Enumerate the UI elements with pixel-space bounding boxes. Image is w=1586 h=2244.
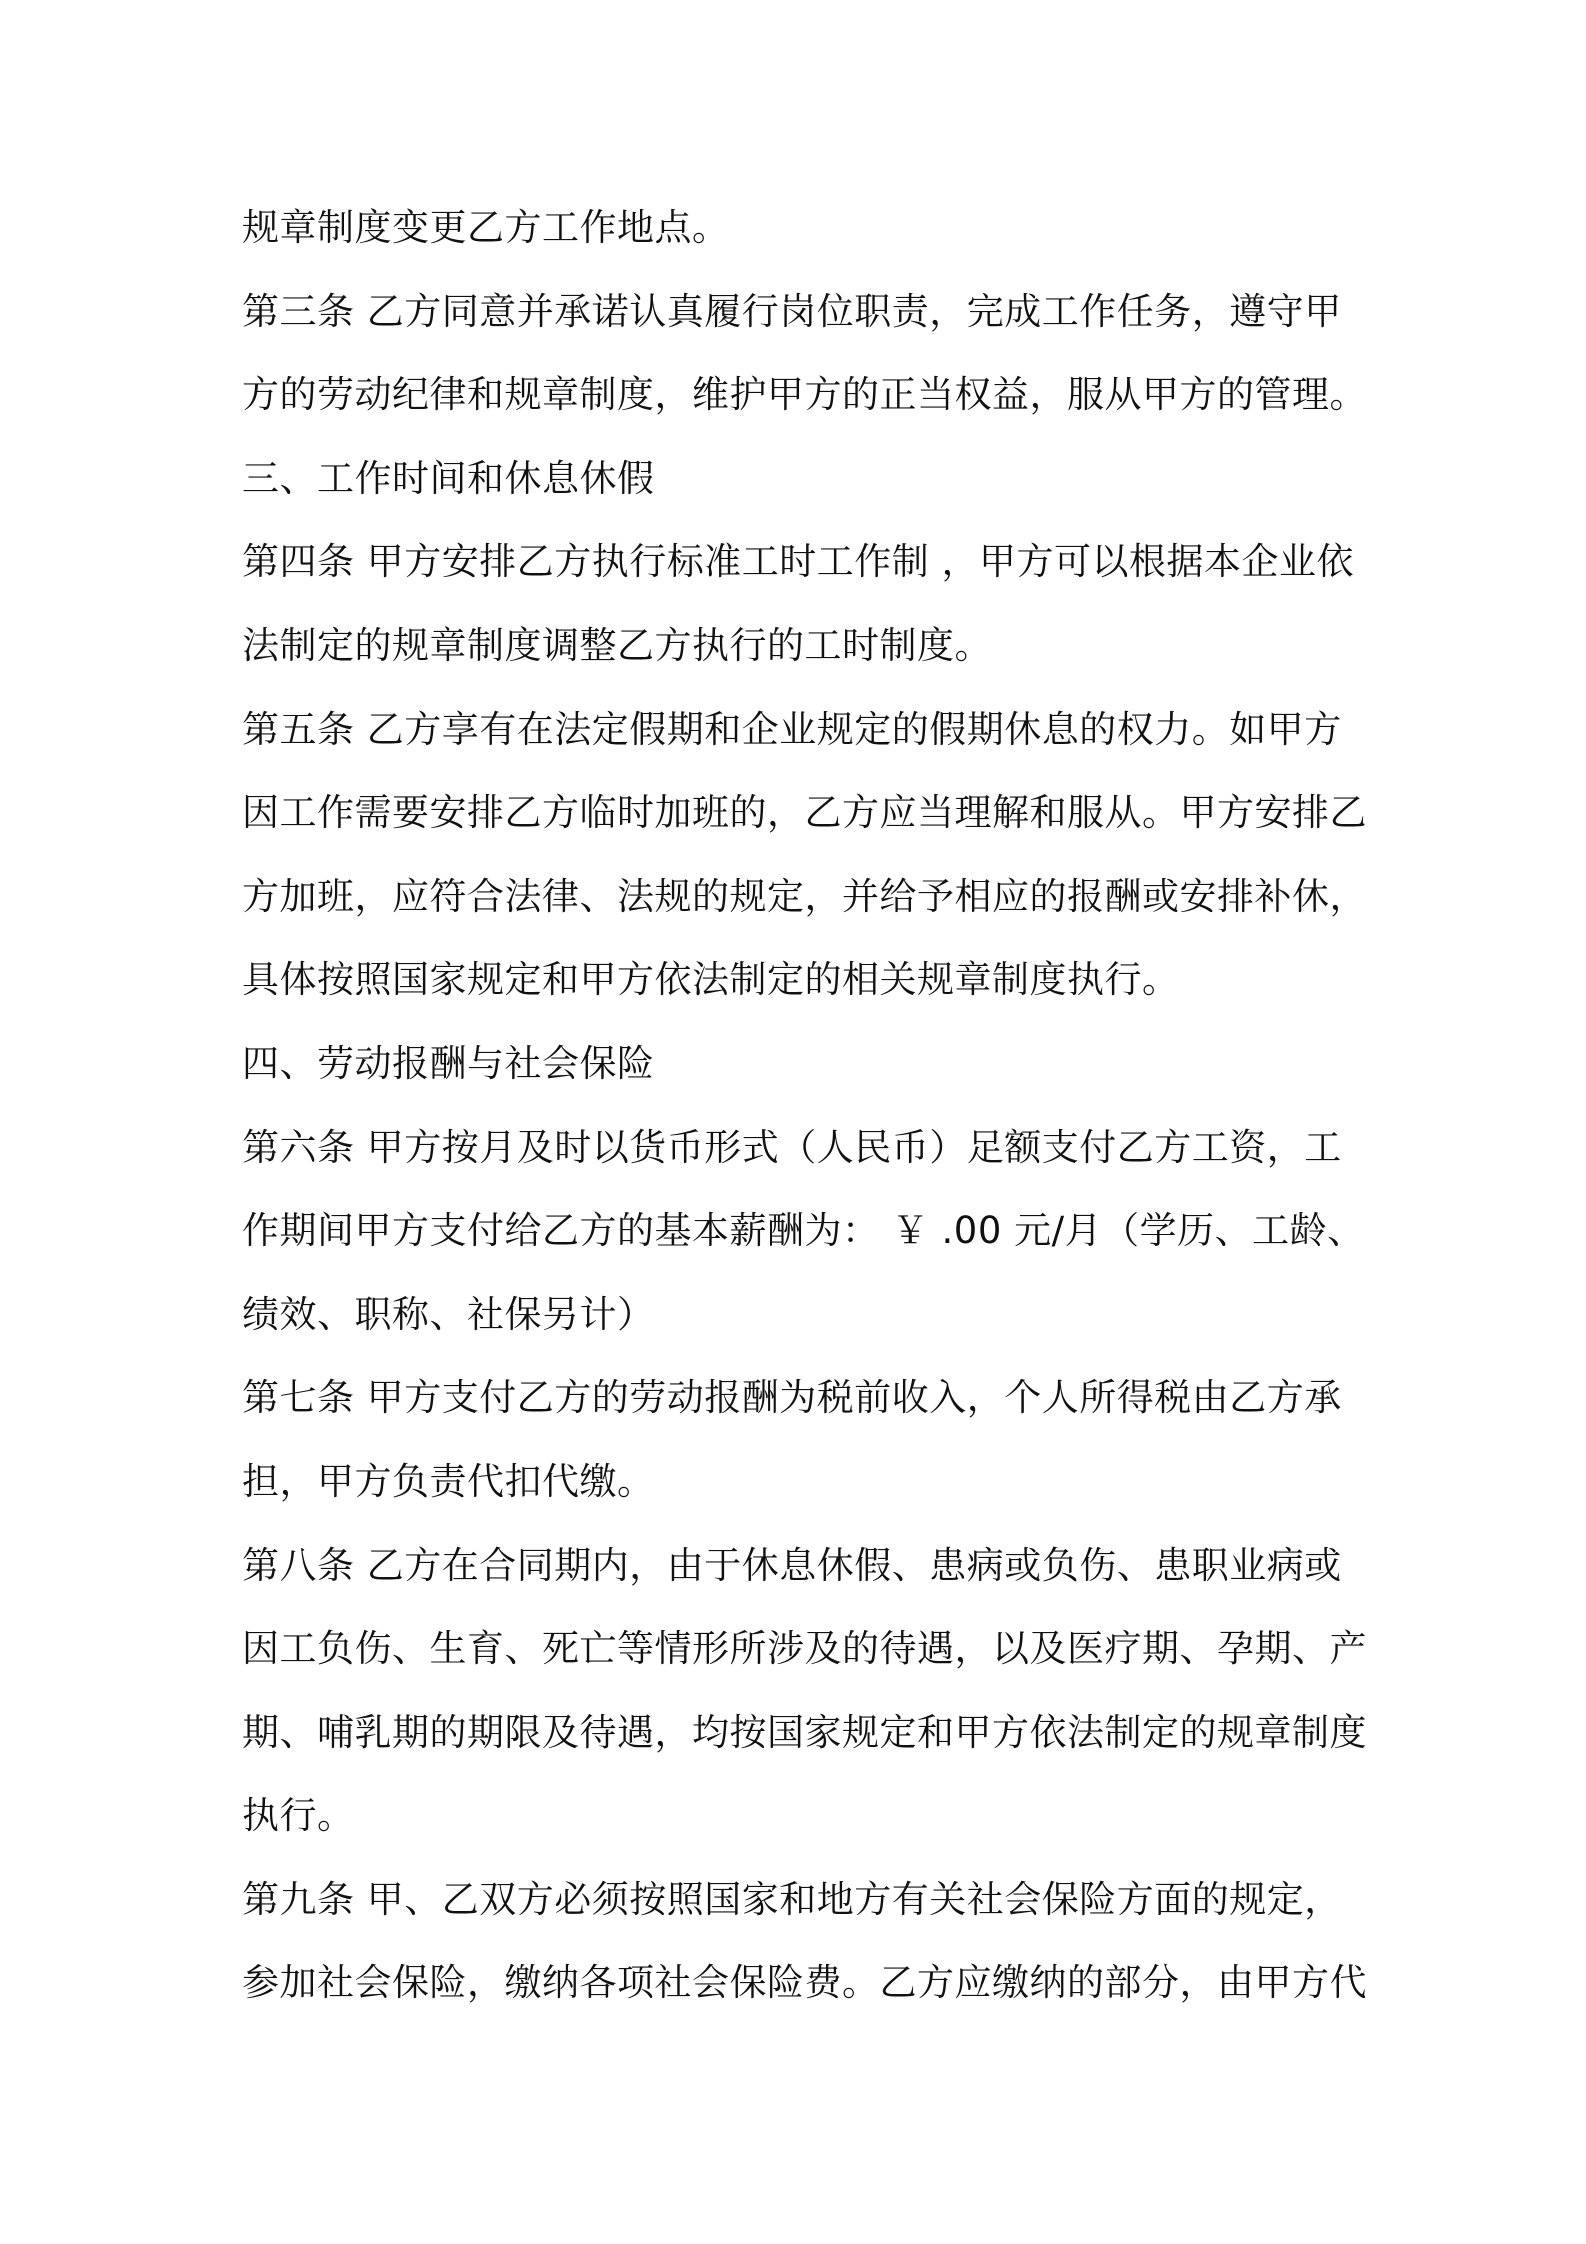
article-7-line-1: 第七条 甲方支付乙方的劳动报酬为税前收入，个人所得税由乙方承: [242, 1376, 1342, 1420]
article-7-line-2: 担，甲方负责代扣代缴。: [242, 1459, 655, 1503]
section-heading-4: 四、劳动报酬与社会保险: [242, 1041, 655, 1085]
article-3-line-1: 第三条 乙方同意并承诺认真履行岗位职责，完成工作任务，遵守甲: [242, 289, 1342, 333]
article-8-line-4: 执行。: [242, 1794, 355, 1838]
article-9-line-1: 第九条 甲、乙双方必须按照国家和地方有关社会保险方面的规定，: [242, 1877, 1342, 1921]
section-heading-3: 三、工作时间和休息休假: [242, 456, 655, 500]
article-5-line-2: 因工作需要安排乙方临时加班的，乙方应当理解和服从。甲方安排乙: [242, 791, 1367, 835]
article-6-line-3: 绩效、职称、社保另计）: [242, 1292, 655, 1336]
article-4-line-1: 第四条 甲方安排乙方执行标准工时工作制 ，甲方可以根据本企业依: [242, 540, 1355, 584]
article-8-line-1: 第八条 乙方在合同期内，由于休息休假、患病或负伤、患职业病或: [242, 1543, 1342, 1587]
article-8-line-3: 期、哺乳期的期限及待遇，均按国家规定和甲方依法制定的规章制度: [242, 1710, 1367, 1754]
article-6-line-2: 作期间甲方支付给乙方的基本薪酬为： ￥ .00 元/月（学历、工龄、: [242, 1209, 1365, 1253]
article-8-line-2: 因工负伤、生育、死亡等情形所涉及的待遇，以及医疗期、孕期、产: [242, 1627, 1367, 1671]
article-5-line-3: 方加班，应符合法律、法规的规定，并给予相应的报酬或安排补休，: [242, 874, 1367, 918]
article-3-line-2: 方的劳动纪律和规章制度，维护甲方的正当权益，服从甲方的管理。: [242, 373, 1367, 417]
article-4-line-2: 法制定的规章制度调整乙方执行的工时制度。: [242, 623, 992, 667]
article-9-line-2: 参加社会保险，缴纳各项社会保险费。乙方应缴纳的部分，由甲方代: [242, 1961, 1367, 2005]
document-body: [242, 193, 1367, 2032]
article-5-line-1: 第五条 乙方享有在法定假期和企业规定的假期休息的权力。如甲方: [242, 707, 1342, 751]
text-line: 规章制度变更乙方工作地点。: [242, 206, 730, 249]
article-5-line-4: 具体按照国家规定和甲方依法制定的相关规章制度执行。: [242, 958, 1180, 1002]
article-6-line-1: 第六条 甲方按月及时以货币形式（人民币）足额支付乙方工资，工: [242, 1125, 1342, 1169]
